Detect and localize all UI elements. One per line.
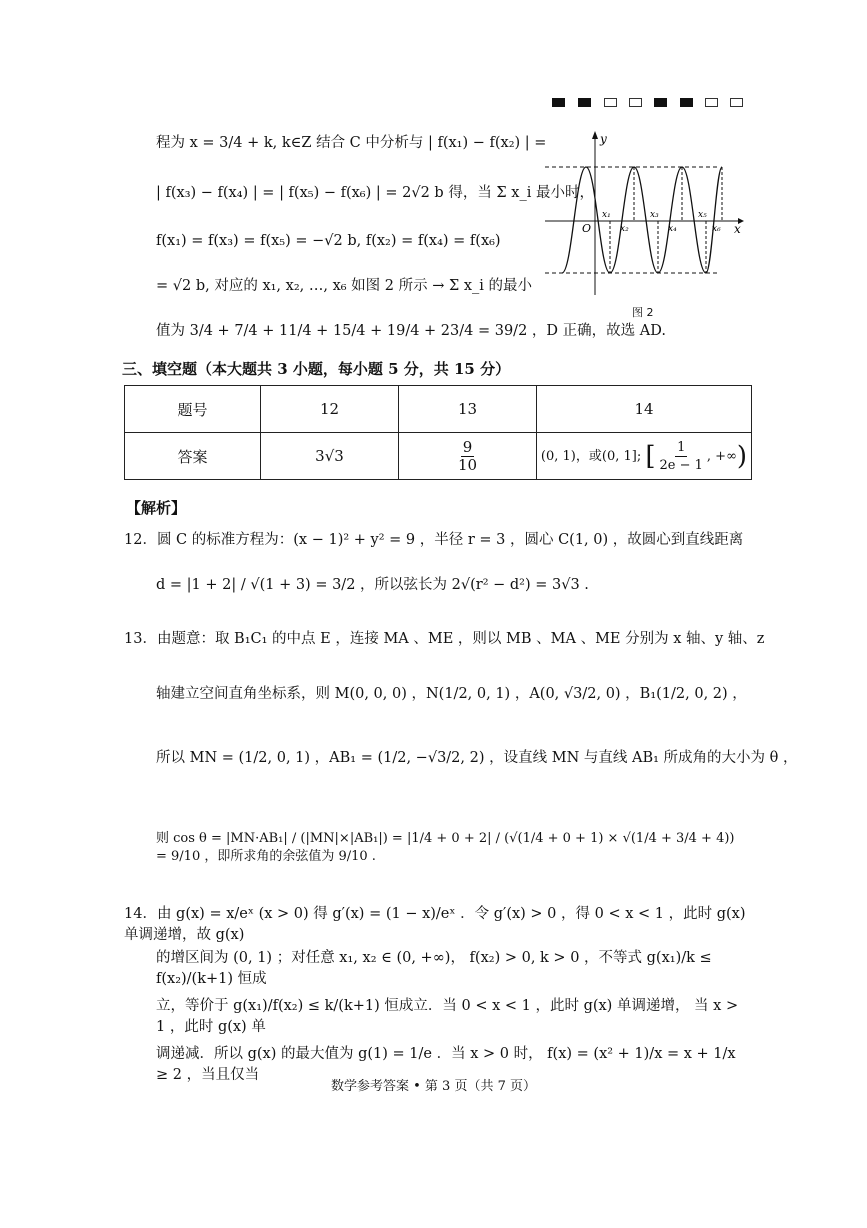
answer-13 — [399, 433, 537, 480]
point-label: x₄ — [668, 224, 677, 234]
y-label: y — [600, 132, 607, 146]
page-footer: 数学参考答案 • 第 3 页（共 7 页） — [330, 1079, 536, 1094]
header-mark — [629, 98, 642, 107]
q13-line-3: 所以 MN = (1/2, 0, 1) ，AB₁ = (1/2, −√3/2, 2) ，设直线 MN 与直线 AB₁ 所成角的大小为 θ ， — [156, 750, 798, 766]
header-mark — [730, 98, 743, 107]
point-label: x₃ — [650, 210, 659, 220]
q14-line-3: 立，等价于 g(x₁)/f(x₂) ≤ k/(k+1) 恒成立．当 0 < x < 1 ，此时 g(x) 单调递增， 当 x > 1 ，此时 g(x) 单 — [156, 998, 739, 1035]
point-label: x₂ — [620, 224, 629, 234]
table-row — [125, 433, 752, 480]
top-line-5: 值为 3/4 + 7/4 + 11/4 + 15/4 + 19/4 + 23/4 = 39/2 ，D 正确，故选 AD. — [156, 323, 666, 339]
answer-14: (0, 1)，或(0, 1]; [ $\frac{1}{2e - 1}$ , +∞) — [537, 433, 752, 480]
top-line-4: = √2 b, 对应的 x₁, x₂, …, x₆ 如图 2 所示 → Σ x_i 的最小 — [156, 278, 533, 294]
figure-caption: 图 2 — [632, 306, 654, 319]
sine-curve — [562, 167, 722, 273]
header-mark — [552, 98, 565, 107]
x-label: x — [734, 222, 741, 236]
top-line-2: | f(x₃) − f(x₄) | = | f(x₅) − f(x₆) | = 2√2 b 得，当 Σ x_i 最小时， — [156, 185, 594, 201]
header-mark — [578, 98, 591, 107]
analysis-title: 【解析】 — [126, 499, 187, 517]
answer-13-num: 9 — [462, 437, 473, 456]
table-cell: 题号 — [125, 386, 261, 433]
header-mark — [604, 98, 617, 107]
header-mark — [654, 98, 667, 107]
q13-line-2: 轴建立空间直角坐标系，则 M(0, 0, 0) ，N(1/2, 0, 1) ，A(0, √3/2, 0) ，B₁(1/2, 0, 2) ， — [156, 686, 747, 702]
answer-14-den: 2e − 1 — [659, 457, 703, 473]
answer-14-suffix: , +∞ — [706, 448, 737, 464]
y-axis-arrow — [592, 131, 598, 139]
table-row — [125, 386, 752, 433]
point-label: x₁ — [602, 210, 611, 220]
table-cell: 12 — [261, 386, 399, 433]
table-cell: 答案 — [125, 433, 261, 480]
figure-2-graph — [540, 125, 750, 325]
top-line-3: f(x₁) = f(x₃) = f(x₅) = −√2 b, f(x₂) = f(x₄) = f(x₆) — [156, 233, 501, 249]
top-line-1: 程为 x = 3/4 + k, k∈Z 结合 C 中分析与 | f(x₁) − f(x₂) | = — [156, 135, 547, 151]
point-label: x₆ — [712, 224, 721, 234]
q12-line-1: 12．圆 C 的标准方程为：(x − 1)² + y² = 9 ，半径 r = 3 ，圆心 C(1, 0) ，故圆心到直线距离 — [124, 532, 744, 548]
table-cell: 13 — [399, 386, 537, 433]
q12-line-2: d = |1 + 2| / √(1 + 3) = 3/2 ，所以弦长为 2√(r² − d²) = 3√3 . — [156, 577, 589, 593]
q13-line-1: 13．由题意：取 B₁C₁ 的中点 E ，连接 MA 、ME ，则以 MB 、MA 、ME 分别为 x 轴、y 轴、z — [124, 631, 765, 647]
point-label: x₅ — [698, 210, 707, 220]
section-title: 三、填空题（本大题共 3 小题，每小题 5 分，共 15 分） — [122, 360, 511, 378]
origin-label: O — [582, 222, 592, 235]
table-cell: 14 — [537, 386, 752, 433]
header-mark — [680, 98, 693, 107]
q13-line-4: 则 cos θ = |MN·AB₁| / (|MN|×|AB₁|) = |1/4 + 0 + 2| / (√(1/4 + 0 + 1) × √(1/4 + 3/4 + 4)) = 9/10 ，即所求角的余弦值为 9/10 . — [156, 831, 735, 864]
q14-line-4: 调递减．所以 g(x) 的最大值为 g(1) = 1/e ．当 x > 0 时， f(x) = (x² + 1)/x = x + 1/x ≥ 2 ，当且仅当 — [156, 1046, 736, 1083]
q14-line-1: 14．由 g(x) = x/eˣ (x > 0) 得 g′(x) = (1 − x)/eˣ ．令 g′(x) > 0 ，得 0 < x < 1 ，此时 g(x) 单调递增，故 g(x) — [124, 906, 746, 943]
header-mark — [705, 98, 718, 107]
q14-line-2: 的增区间为 (0, 1) ；对任意 x₁, x₂ ∈ (0, +∞)， f(x₂) > 0, k > 0 ，不等式 g(x₁)/k ≤ f(x₂)/(k+1) 恒成 — [156, 950, 712, 987]
answer-12: 3√3 — [261, 433, 399, 480]
answer-table — [124, 385, 752, 480]
answer-13-den: 10 — [457, 455, 478, 474]
answer-14-num: 1 — [677, 439, 686, 455]
answer-14-prefix: (0, 1)，或(0, 1]; — [540, 448, 642, 464]
